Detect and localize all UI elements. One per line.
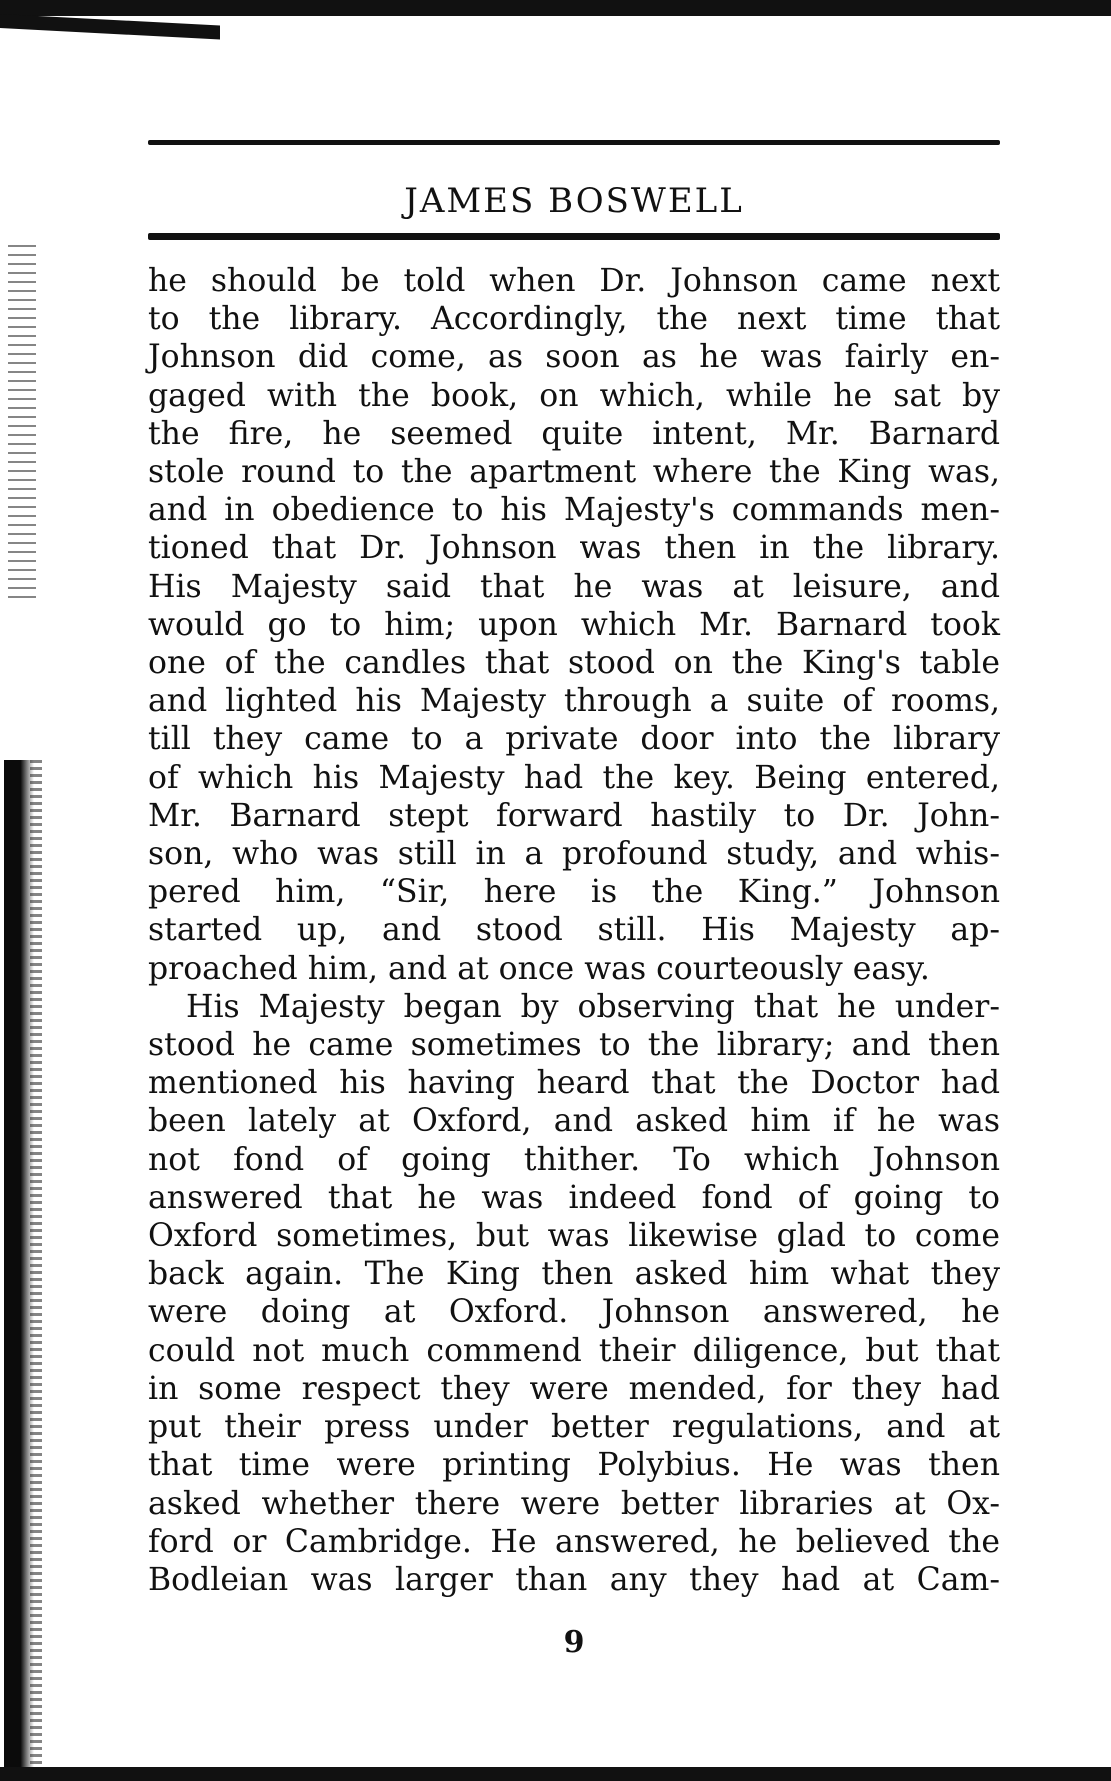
text-line: stood he came sometimes to the library; and then [148,1027,1000,1064]
text-line: could not much commend their diligence, but that [148,1332,1000,1369]
scan-top-edge [0,0,1111,44]
text-line: tioned that Dr. Johnson was then in the library. [148,530,1000,567]
text-line: were doing at Oxford. Johnson answered, he [148,1294,1000,1331]
text-line: would go to him; upon which Mr. Barnard took [148,606,1000,643]
text-line: to the library. Accordingly, the next time that [148,301,1000,338]
body-text [148,262,1000,1599]
text-line: been lately at Oxford, and asked him if he was [148,1103,1000,1140]
text-line: ford or Cambridge. He answered, he believed the [148,1523,1000,1560]
text-line: the fire, he seemed quite intent, Mr. Barnard [148,415,1000,452]
text-line: he should be told when Dr. Johnson came next [148,263,1000,299]
text-line: gaged with the book, on which, while he sat by [148,377,1000,414]
text-line: asked whether there were better libraries at Ox- [148,1485,1000,1522]
text-line: Mr. Barnard stept forward hastily to Dr. John- [148,797,1000,834]
text-line: son, who was still in a profound study, and whis- [148,836,1000,873]
text-line: Bodleian was larger than any they had at Cam- [148,1561,1000,1598]
text-line: in some respect they were mended, for they had [148,1370,1000,1407]
text-line: Oxford sometimes, but was likewise glad to come [148,1218,1000,1255]
text-line: Johnson did come, as soon as he was fairly en- [148,339,1000,376]
text-line: His Majesty said that he was at leisure, and [148,568,1000,605]
text-line: mentioned his having heard that the Doctor had [148,1065,1000,1102]
text-line: pered him, “Sir, here is the King.” Johnson [148,874,1000,911]
text-line: His Majesty began by observing that he under- [186,988,1000,1025]
text-line: one of the candles that stood on the King's table [148,645,1000,682]
header-rule-top [148,140,1000,145]
binding-shadow-lower [4,760,34,1770]
text-line: that time were printing Polybius. He was then [148,1447,1000,1484]
binding-shadow-upper [8,245,36,605]
text-line: not fond of going thither. To which Johnson [148,1141,1000,1178]
text-line: proached him, and at once was courteously easy. [148,950,930,987]
text-line: put their press under better regulations, and at [148,1409,1000,1446]
text-line: of which his Majesty had the key. Being entered, [148,759,1000,796]
running-title: JAMES BOSWELL [404,181,744,221]
text-line: answered that he was indeed fond of going to [148,1179,1000,1216]
text-line: started up, and stood still. His Majesty ap- [148,912,1000,949]
scan-bottom-edge [0,1767,1111,1781]
text-line: back again. The King then asked him what they [148,1256,1000,1293]
text-line: and in obedience to his Majesty's commands men- [148,492,1000,529]
text-line: and lighted his Majesty through a suite of rooms, [148,683,1000,720]
book-page [148,138,1000,1660]
text-line: till they came to a private door into the library [148,721,1000,758]
page-number: 9 [563,1625,585,1661]
header-rule-bottom [148,233,1000,240]
text-line: stole round to the apartment where the King was, [148,454,1000,491]
